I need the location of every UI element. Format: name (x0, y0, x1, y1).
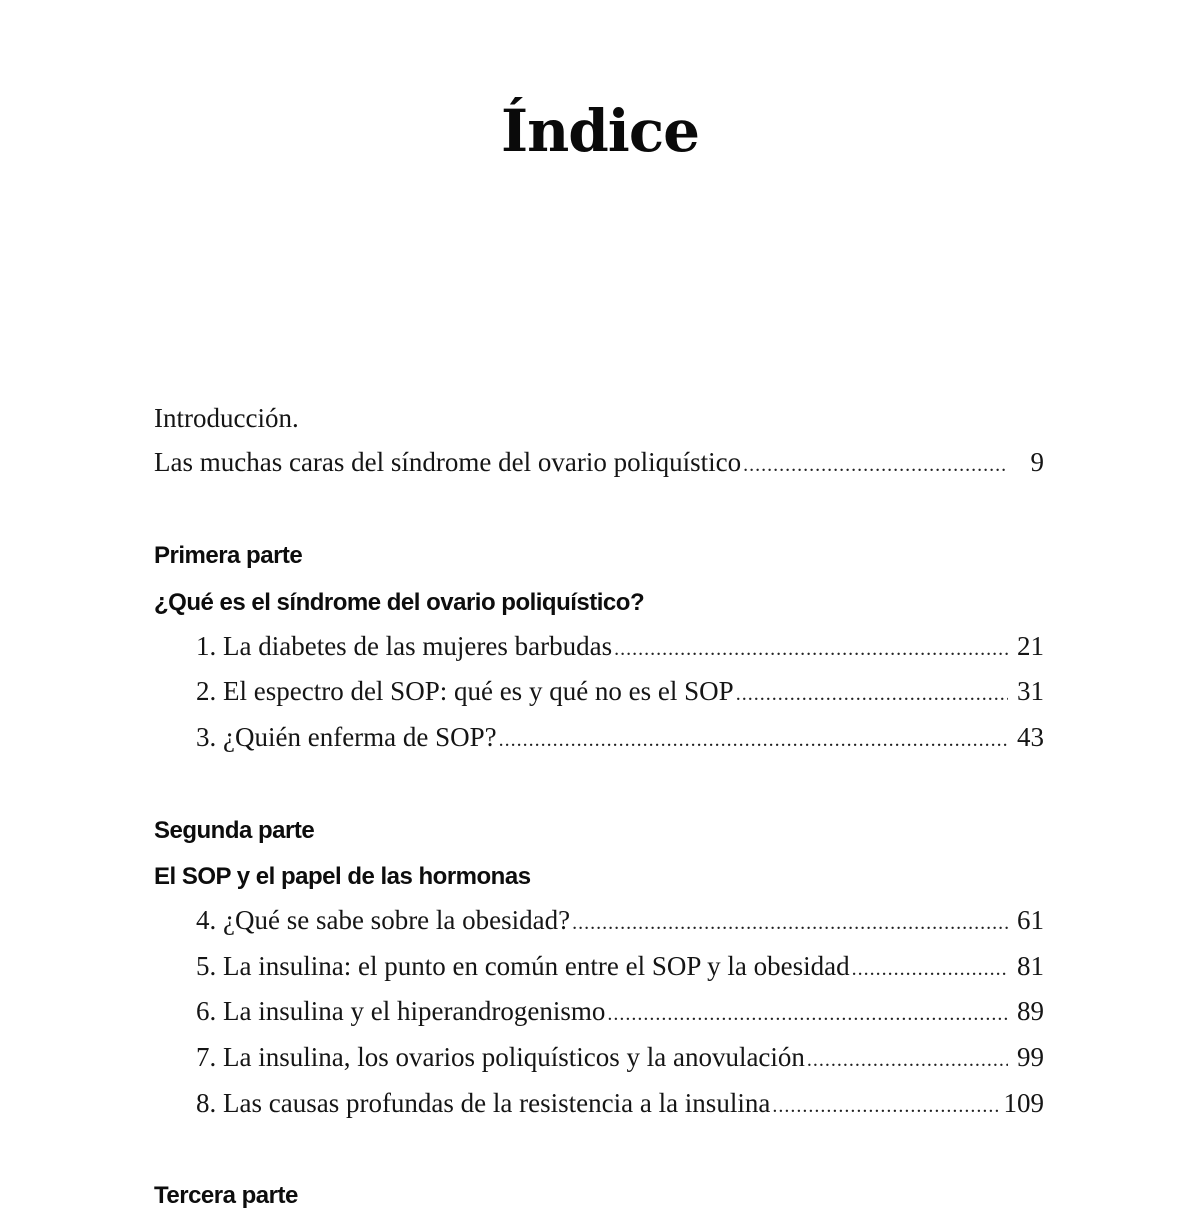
page-number: 81 (1017, 951, 1044, 981)
page-number: 43 (1017, 722, 1044, 752)
toc-entry-chapter[interactable] (196, 996, 1044, 1036)
page-title: Índice (500, 96, 700, 165)
toc-entry-introduction[interactable] (154, 447, 1044, 487)
dot-leader (807, 1049, 1008, 1072)
part-label: Primera parte (154, 542, 303, 569)
dot-leader (572, 912, 1008, 935)
page-number: 89 (1017, 996, 1044, 1026)
introduction-label: Introducción. (154, 403, 299, 433)
entry-title: Las muchas caras del síndrome del ovario poliquístico (154, 447, 742, 477)
toc-entry-chapter[interactable] (196, 631, 1044, 671)
toc-entry-chapter[interactable] (196, 1042, 1044, 1082)
entry-title: 7. La insulina, los ovarios poliquísticos y la anovulación (196, 1042, 805, 1072)
entry-title: 4. ¿Qué se sabe sobre la obesidad? (196, 905, 571, 935)
entry-title: 8. Las causas profundas de la resistencia a la insulina (196, 1088, 771, 1118)
dot-leader (614, 638, 1008, 661)
dot-leader (736, 683, 1008, 706)
part-title: ¿Qué es el síndrome del ovario poliquístico? (154, 589, 645, 616)
dot-leader (772, 1095, 997, 1118)
page-number: 31 (1017, 676, 1044, 706)
entry-title: 2. El espectro del SOP: qué es y qué no es el SOP (196, 676, 734, 706)
entry-title: 3. ¿Quién enferma de SOP? (196, 722, 497, 752)
entry-title: 5. La insulina: el punto en común entre el SOP y la obesidad (196, 951, 850, 981)
dot-leader (499, 729, 1008, 752)
toc-entry-chapter[interactable] (196, 905, 1044, 945)
toc-entry-chapter[interactable] (196, 722, 1044, 762)
page-number: 99 (1017, 1042, 1044, 1072)
toc-entry-chapter[interactable] (196, 951, 1044, 991)
part-label: Tercera parte (154, 1182, 298, 1209)
toc-entry-chapter[interactable] (196, 676, 1044, 716)
dot-leader (743, 454, 1008, 477)
toc-entry-chapter[interactable] (196, 1088, 1044, 1128)
entry-title: 6. La insulina y el hiperandrogenismo (196, 996, 606, 1026)
entry-title: 1. La diabetes de las mujeres barbudas (196, 631, 613, 661)
dot-leader (852, 958, 1008, 981)
page-number: 9 (1030, 447, 1044, 477)
page-number: 61 (1017, 905, 1044, 935)
dot-leader (607, 1003, 1008, 1026)
page-number: 21 (1017, 631, 1044, 661)
part-title: El SOP y el papel de las hormonas (154, 863, 531, 890)
page-number: 109 (1003, 1088, 1044, 1118)
part-label: Segunda parte (154, 817, 315, 844)
